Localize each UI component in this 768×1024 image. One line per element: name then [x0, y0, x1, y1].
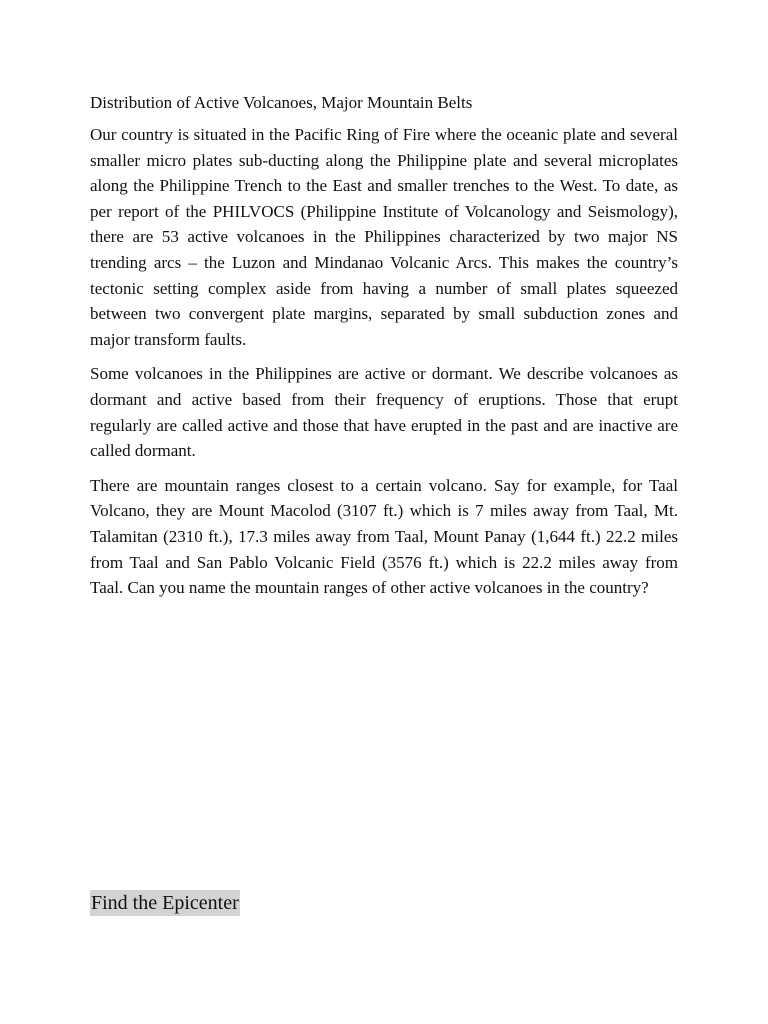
- paragraph-ring-of-fire: Our country is situated in the Pacific Ring of Fire where the oceanic plate and several smaller micro plates sub-ducting along the Philippine plate and several microplates along the Philippine Trench to the East and smaller trenches to the West. To date, as per report of the PHILVOCS (Philippine Institute of Volcanology and Seismology), there are 53 active volcanoes in the Philippines characterized by two major NS trending arcs – the Luzon and Mindanao Volcanic Arcs. This makes the country’s tectonic setting complex aside from having a number of small plates squeezed between two convergent plate margins, separated by small subduction zones and major transform faults.: [90, 125, 678, 349]
- document-title: Distribution of Active Volcanoes, Major Mountain Belts: [90, 93, 473, 112]
- paragraph-mountain-ranges: There are mountain ranges closest to a certain volcano. Say for example, for Taal Volcano, they are Mount Macolod (3107 ft.) which is 7 miles away from Taal, Mt. Talamitan (2310 ft.), 17.3 miles away from Taal, Mount Panay (1,644 ft.) 22.2 miles from Taal and San Pablo Volcanic Field (3576 ft.) which is 22.2 miles away from Taal. Can you name the mountain ranges of other active volcanoes in the country?: [90, 475, 678, 598]
- section-heading-find-epicenter: Find the Epicenter: [91, 892, 239, 914]
- paragraph-active-dormant: Some volcanoes in the Philippines are active or dormant. We describe volcanoes as dormant and active based from their frequency of eruptions. Those that erupt regularly are called active and those that have erupted in the past and are inactive are called dormant.: [90, 364, 678, 461]
- document-body: [90, 92, 678, 610]
